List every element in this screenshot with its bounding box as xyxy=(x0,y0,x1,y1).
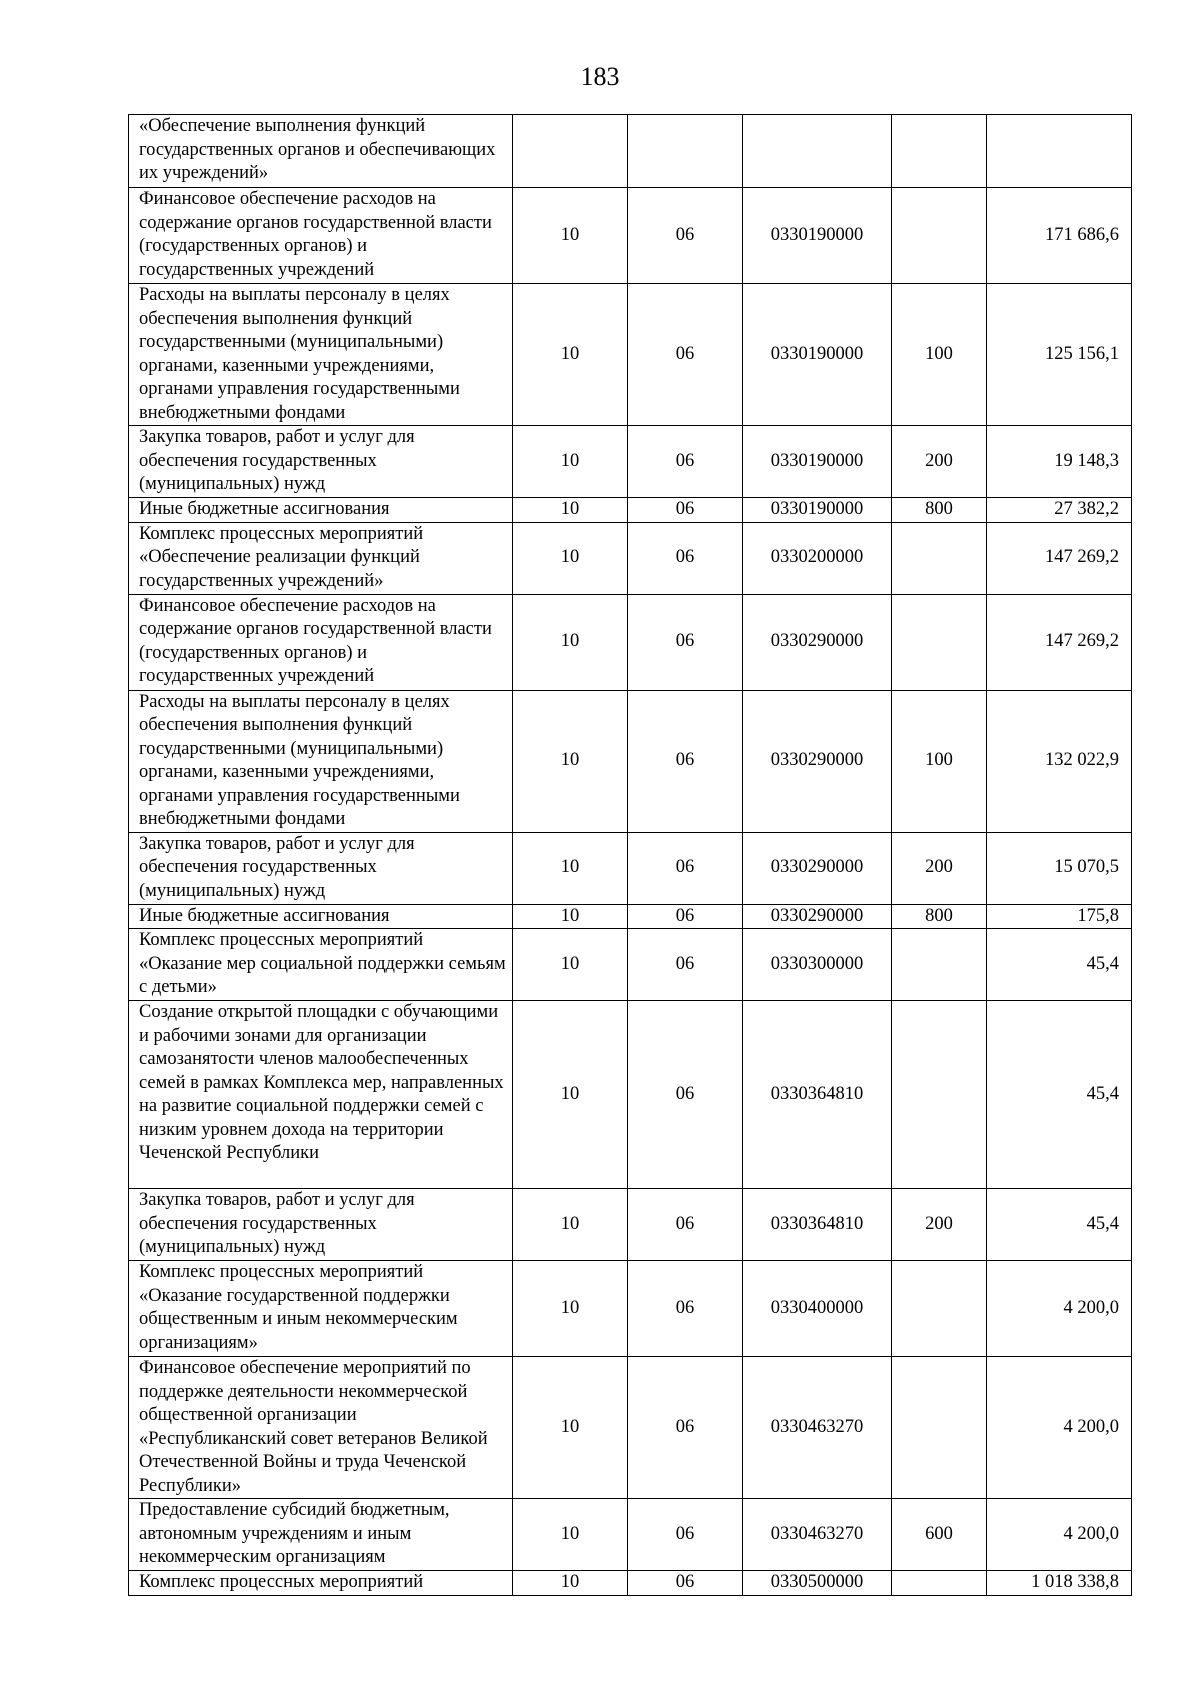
row-name-cell: Комплекс процессных мероприятий xyxy=(129,1571,513,1596)
row-section-cell: 10 xyxy=(513,1001,628,1189)
table-row xyxy=(129,594,1132,690)
row-target-article-cell: 0330200000 xyxy=(743,522,892,594)
row-section-cell: 10 xyxy=(513,284,628,426)
table-row xyxy=(129,832,1132,904)
row-subsection-cell: 06 xyxy=(628,594,743,690)
row-name-cell: Расходы на выплаты персоналу в целях обеспечения выполнения функций государственными (муниципальными) органами, казенными учреждениями, органами управления государственными внебюджетными фондами xyxy=(129,690,513,832)
row-target-article-cell: 0330290000 xyxy=(743,904,892,929)
table-row xyxy=(129,1357,1132,1499)
row-amount-cell: 4 200,0 xyxy=(987,1261,1132,1357)
row-subsection-cell: 06 xyxy=(628,1499,743,1571)
row-target-article-cell: 0330190000 xyxy=(743,188,892,284)
row-amount-cell: 147 269,2 xyxy=(987,594,1132,690)
row-amount-cell: 27 382,2 xyxy=(987,498,1132,523)
row-amount-cell: 45,4 xyxy=(987,1189,1132,1261)
row-subsection-cell: 06 xyxy=(628,498,743,523)
row-subsection-cell: 06 xyxy=(628,1571,743,1596)
row-name-cell: Комплекс процессных мероприятий «Обеспечение реализации функций государственных учреждений» xyxy=(129,522,513,594)
row-name-cell: Финансовое обеспечение расходов на содержание органов государственной власти (государственных органов) и государственных учреждений xyxy=(129,188,513,284)
row-expense-type-cell: 100 xyxy=(892,690,987,832)
row-target-article-cell: 0330400000 xyxy=(743,1261,892,1357)
table-row xyxy=(129,1001,1132,1189)
page-number: 183 xyxy=(580,62,620,91)
row-amount-cell: 15 070,5 xyxy=(987,832,1132,904)
row-name-cell: Финансовое обеспечение мероприятий по поддержке деятельности некоммерческой общественной организации «Республиканский совет ветеранов Великой Отечественной Войны и труда Чеченской Республики» xyxy=(129,1357,513,1499)
row-section-cell: 10 xyxy=(513,929,628,1001)
table-row xyxy=(129,522,1132,594)
row-target-article-cell: 0330290000 xyxy=(743,832,892,904)
row-expense-type-cell xyxy=(892,188,987,284)
table-row xyxy=(129,904,1132,929)
row-expense-type-cell xyxy=(892,1001,987,1189)
row-expense-type-cell: 200 xyxy=(892,832,987,904)
table-row xyxy=(129,284,1132,426)
row-name-cell: Закупка товаров, работ и услуг для обеспечения государственных (муниципальных) нужд xyxy=(129,1189,513,1261)
table-row xyxy=(129,426,1132,498)
row-name-cell: «Обеспечение выполнения функций государственных органов и обеспечивающих их учреждений» xyxy=(129,115,513,188)
row-expense-type-cell xyxy=(892,929,987,1001)
row-expense-type-cell xyxy=(892,115,987,188)
row-expense-type-cell xyxy=(892,1261,987,1357)
row-section-cell: 10 xyxy=(513,690,628,832)
row-amount-cell: 175,8 xyxy=(987,904,1132,929)
row-expense-type-cell: 100 xyxy=(892,284,987,426)
row-name-cell: Закупка товаров, работ и услуг для обеспечения государственных (муниципальных) нужд xyxy=(129,832,513,904)
table-body xyxy=(129,115,1132,1596)
row-expense-type-cell: 800 xyxy=(892,498,987,523)
row-target-article-cell: 0330290000 xyxy=(743,690,892,832)
row-expense-type-cell: 200 xyxy=(892,1189,987,1261)
table-row xyxy=(129,115,1132,188)
row-target-article-cell: 0330300000 xyxy=(743,929,892,1001)
row-amount-cell: 171 686,6 xyxy=(987,188,1132,284)
row-expense-type-cell: 600 xyxy=(892,1499,987,1571)
row-subsection-cell: 06 xyxy=(628,284,743,426)
row-expense-type-cell xyxy=(892,1357,987,1499)
row-subsection-cell: 06 xyxy=(628,904,743,929)
row-name-cell: Создание открытой площадки с обучающими и рабочими зонами для организации самозанятости членов малообеспеченных семей в рамках Комплекса мер, направленных на развитие социальной поддержки семей с низким уровнем дохода на территории Чеченской Республики xyxy=(129,1001,513,1189)
row-section-cell: 10 xyxy=(513,498,628,523)
row-section-cell: 10 xyxy=(513,594,628,690)
row-subsection-cell: 06 xyxy=(628,188,743,284)
row-subsection-cell: 06 xyxy=(628,1261,743,1357)
row-name-cell: Комплекс процессных мероприятий «Оказание мер социальной поддержки семьям с детьми» xyxy=(129,929,513,1001)
row-subsection-cell: 06 xyxy=(628,522,743,594)
row-subsection-cell: 06 xyxy=(628,690,743,832)
row-expense-type-cell xyxy=(892,1571,987,1596)
row-subsection-cell: 06 xyxy=(628,426,743,498)
table-row xyxy=(129,690,1132,832)
row-amount-cell: 1 018 338,8 xyxy=(987,1571,1132,1596)
table-row xyxy=(129,1499,1132,1571)
row-amount-cell: 19 148,3 xyxy=(987,426,1132,498)
row-section-cell: 10 xyxy=(513,426,628,498)
table-row xyxy=(129,498,1132,523)
row-subsection-cell: 06 xyxy=(628,929,743,1001)
row-amount-cell: 132 022,9 xyxy=(987,690,1132,832)
row-target-article-cell: 0330364810 xyxy=(743,1001,892,1189)
row-name-cell: Закупка товаров, работ и услуг для обеспечения государственных (муниципальных) нужд xyxy=(129,426,513,498)
row-name-cell: Расходы на выплаты персоналу в целях обеспечения выполнения функций государственными (муниципальными) органами, казенными учреждениями, органами управления государственными внебюджетными фондами xyxy=(129,284,513,426)
row-expense-type-cell: 800 xyxy=(892,904,987,929)
row-name-cell: Комплекс процессных мероприятий «Оказание государственной поддержки общественным и иным некоммерческим организациям» xyxy=(129,1261,513,1357)
row-target-article-cell: 0330500000 xyxy=(743,1571,892,1596)
row-section-cell: 10 xyxy=(513,1499,628,1571)
row-section-cell: 10 xyxy=(513,832,628,904)
row-section-cell: 10 xyxy=(513,1571,628,1596)
row-section-cell xyxy=(513,115,628,188)
row-target-article-cell: 0330190000 xyxy=(743,284,892,426)
row-name-cell: Предоставление субсидий бюджетным, автономным учреждениям и иным некоммерческим организациям xyxy=(129,1499,513,1571)
row-section-cell: 10 xyxy=(513,904,628,929)
row-section-cell: 10 xyxy=(513,1189,628,1261)
row-subsection-cell xyxy=(628,115,743,188)
table-row xyxy=(129,1261,1132,1357)
row-target-article-cell xyxy=(743,115,892,188)
row-expense-type-cell: 200 xyxy=(892,426,987,498)
row-amount-cell: 125 156,1 xyxy=(987,284,1132,426)
row-amount-cell: 147 269,2 xyxy=(987,522,1132,594)
row-section-cell: 10 xyxy=(513,1261,628,1357)
row-subsection-cell: 06 xyxy=(628,1357,743,1499)
row-target-article-cell: 0330463270 xyxy=(743,1357,892,1499)
table-row xyxy=(129,1571,1132,1596)
row-section-cell: 10 xyxy=(513,188,628,284)
budget-table xyxy=(128,114,1132,1596)
row-target-article-cell: 0330190000 xyxy=(743,498,892,523)
row-target-article-cell: 0330190000 xyxy=(743,426,892,498)
row-amount-cell: 4 200,0 xyxy=(987,1357,1132,1499)
row-name-cell: Иные бюджетные ассигнования xyxy=(129,904,513,929)
table-row xyxy=(129,929,1132,1001)
row-target-article-cell: 0330463270 xyxy=(743,1499,892,1571)
row-section-cell: 10 xyxy=(513,1357,628,1499)
row-expense-type-cell xyxy=(892,522,987,594)
row-amount-cell: 45,4 xyxy=(987,929,1132,1001)
row-amount-cell: 45,4 xyxy=(987,1001,1132,1189)
row-name-cell: Иные бюджетные ассигнования xyxy=(129,498,513,523)
row-subsection-cell: 06 xyxy=(628,1001,743,1189)
row-subsection-cell: 06 xyxy=(628,1189,743,1261)
row-amount-cell xyxy=(987,115,1132,188)
row-amount-cell: 4 200,0 xyxy=(987,1499,1132,1571)
row-section-cell: 10 xyxy=(513,522,628,594)
table-row xyxy=(129,188,1132,284)
row-target-article-cell: 0330290000 xyxy=(743,594,892,690)
row-name-cell: Финансовое обеспечение расходов на содержание органов государственной власти (государственных органов) и государственных учреждений xyxy=(129,594,513,690)
row-target-article-cell: 0330364810 xyxy=(743,1189,892,1261)
table-row xyxy=(129,1189,1132,1261)
row-expense-type-cell xyxy=(892,594,987,690)
row-subsection-cell: 06 xyxy=(628,832,743,904)
